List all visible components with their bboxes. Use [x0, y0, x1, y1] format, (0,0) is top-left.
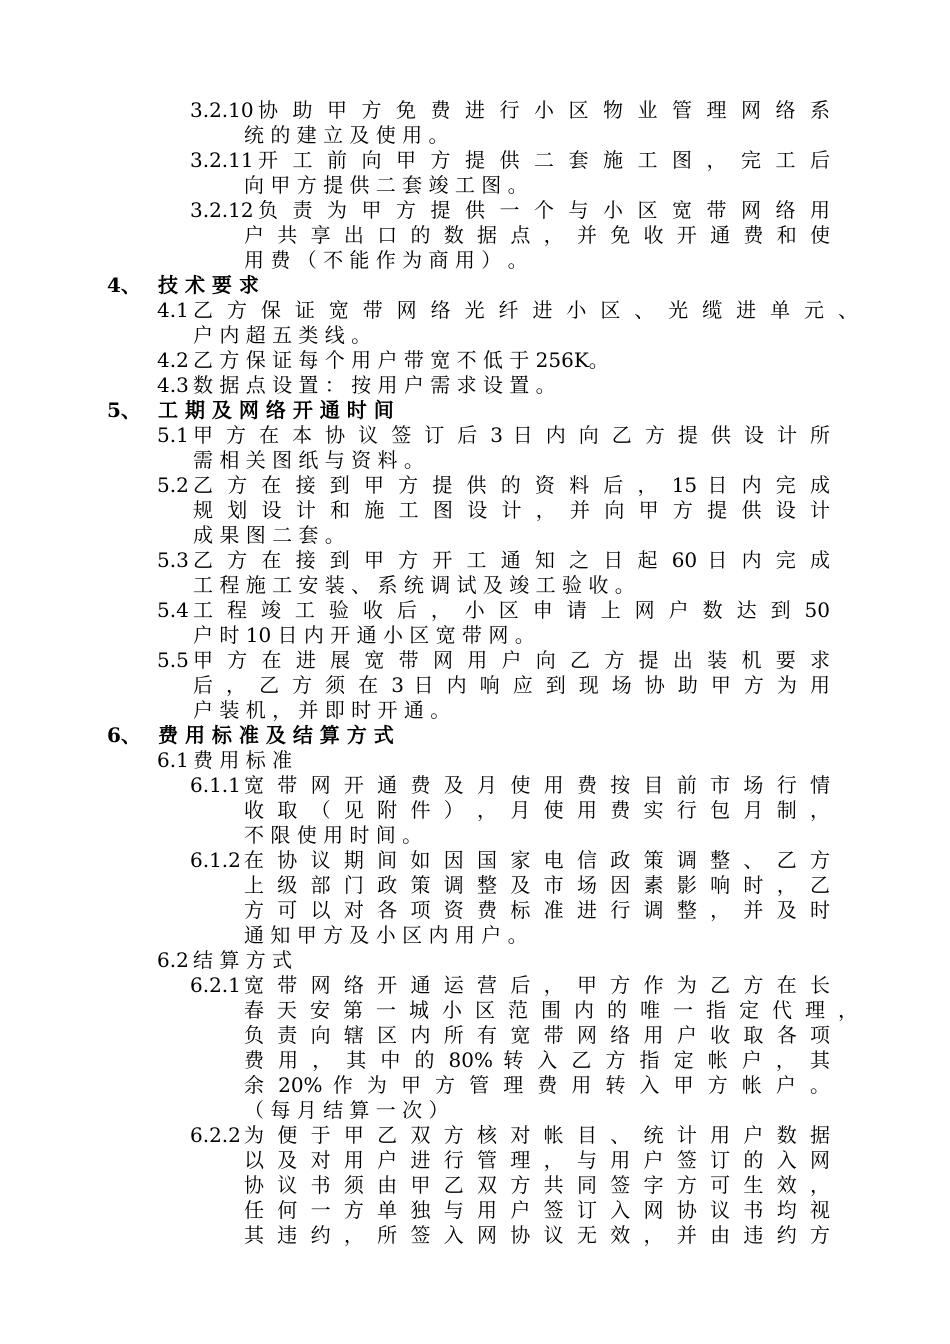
item-text: 户 内 超 五 类 线 。 [193, 323, 372, 347]
item-number: 4.3 [157, 373, 189, 397]
item-text: 通 知 甲 方 及 小 区 内 用 户 。 [244, 923, 528, 947]
item-text: （ 每 月 结 算 一 次 ） [244, 1098, 449, 1122]
item-text: 不 限 使 用 时 间 。 [244, 823, 423, 847]
item-number: 6.1 [157, 748, 189, 772]
item-text: 工 程 施 工 安 装 、 系 统 调 试 及 竣 工 验 收 。 [193, 573, 635, 597]
item-text: 其 违 约 ， 所 签 入 网 协 议 无 效 ， 并 由 违 约 方 [244, 1223, 830, 1247]
item-text: 费 用 ， 其 中 的 80% 转 入 乙 方 指 定 帐 户 ， 其 [244, 1048, 830, 1072]
item-number: 6.1.1 [190, 773, 241, 797]
item-number: 6.2.1 [190, 973, 241, 997]
item-number: 5.5 [157, 648, 189, 672]
item-text: 任 何 一 方 单 独 与 用 户 签 订 入 网 协 议 书 均 视 [244, 1198, 830, 1222]
section-number: 6、 [107, 723, 141, 747]
item-number: 5.1 [157, 423, 189, 447]
item-text: 用 费 （ 不 能 作 为 商 用 ） 。 [244, 248, 528, 272]
item-text: 协 助 甲 方 免 费 进 行 小 区 物 业 管 理 网 络 系 [258, 98, 830, 122]
item-text: 负 责 为 甲 方 提 供 一 个 与 小 区 宽 带 网 络 用 [258, 198, 830, 222]
item-text: 结 算 方 式 [193, 948, 293, 972]
item-number: 4.1 [157, 298, 189, 322]
item-text: 宽 带 网 开 通 费 及 月 使 用 费 按 目 前 市 场 行 情 [244, 773, 830, 797]
item-text: 户 装 机 ， 并 即 时 开 通 。 [193, 698, 451, 722]
item-number: 5.2 [157, 473, 189, 497]
item-text: 工 程 竣 工 验 收 后 ， 小 区 申 请 上 网 户 数 达 到 50 [193, 598, 830, 622]
item-text: 宽 带 网 络 开 通 运 营 后 ， 甲 方 作 为 乙 方 在 长 [244, 973, 830, 997]
section-number: 5、 [107, 398, 141, 422]
item-number: 4.2 [157, 348, 189, 372]
section-heading: 费 用 标 准 及 结 算 方 式 [158, 723, 394, 747]
item-text: 开 工 前 向 甲 方 提 供 二 套 施 工 图 ， 完 工 后 [258, 148, 830, 172]
item-number: 5.4 [157, 598, 189, 622]
item-number: 5.3 [157, 548, 189, 572]
item-text: 收 取 （ 见 附 件 ） ， 月 使 用 费 实 行 包 月 制 ， [244, 798, 830, 822]
item-text: 后 ， 乙 方 须 在 3 日 内 响 应 到 现 场 协 助 甲 方 为 用 [193, 673, 830, 697]
item-text: 乙 方 在 接 到 甲 方 提 供 的 资 料 后 ， 15 日 内 完 成 [193, 473, 830, 497]
item-text: 户 共 享 出 口 的 数 据 点 ， 并 免 收 开 通 费 和 使 [244, 223, 830, 247]
item-text: 需 相 关 图 纸 与 资 料 。 [193, 448, 424, 472]
item-text: 数 据 点 设 置 ： 按 用 户 需 求 设 置 。 [193, 373, 556, 397]
item-text: 在 协 议 期 间 如 因 国 家 电 信 政 策 调 整 、 乙 方 [244, 848, 830, 872]
item-text: 春 天 安 第 一 城 小 区 范 围 内 的 唯 一 指 定 代 理 ， [244, 998, 858, 1022]
section-number: 4、 [107, 273, 141, 297]
item-number: 3.2.11 [190, 148, 254, 172]
item-text: 为 便 于 甲 乙 双 方 核 对 帐 目 、 统 计 用 户 数 据 [244, 1123, 830, 1147]
section-heading: 技 术 要 求 [158, 273, 259, 297]
item-number: 6.1.2 [190, 848, 241, 872]
item-text: 负 责 向 辖 区 内 所 有 宽 带 网 络 用 户 收 取 各 项 [244, 1023, 830, 1047]
item-text: 统 的 建 立 及 使 用 。 [244, 123, 449, 147]
item-text: 以 及 对 用 户 进 行 管 理 ， 与 用 户 签 订 的 入 网 [244, 1148, 830, 1172]
item-number: 3.2.10 [190, 98, 254, 122]
item-text: 乙 方 保 证 宽 带 网 络 光 纤 进 小 区 、 光 缆 进 单 元 、 [193, 298, 858, 322]
item-text: 户 时 10 日 内 开 通 小 区 宽 带 网 。 [193, 623, 535, 647]
item-text: 规 划 设 计 和 施 工 图 设 计 ， 并 向 甲 方 提 供 设 计 [193, 498, 830, 522]
item-text: 上 级 部 门 政 策 调 整 及 市 场 因 素 影 响 时 ， 乙 [244, 873, 830, 897]
item-text: 乙 方 在 接 到 甲 方 开 工 通 知 之 日 起 60 日 内 完 成 [193, 548, 830, 572]
item-text: 余 20% 作 为 甲 方 管 理 费 用 转 入 甲 方 帐 户 。 [244, 1073, 830, 1097]
item-number: 6.2.2 [190, 1123, 241, 1147]
section-heading: 工 期 及 网 络 开 通 时 间 [158, 398, 394, 422]
item-text: 协 议 书 须 由 甲 乙 双 方 共 同 签 字 方 可 生 效 ， [244, 1173, 830, 1197]
item-text: 成 果 图 二 套 。 [193, 523, 345, 547]
item-text: 甲 方 在 本 协 议 签 订 后 3 日 内 向 乙 方 提 供 设 计 所 [193, 423, 830, 447]
item-text: 甲 方 在 进 展 宽 带 网 用 户 向 乙 方 提 出 装 机 要 求 [193, 648, 830, 672]
item-number: 6.2 [157, 948, 189, 972]
item-text: 乙 方 保 证 每 个 用 户 带 宽 不 低 于 256K。 [193, 348, 609, 372]
item-text: 方 可 以 对 各 项 资 费 标 准 进 行 调 整 ， 并 及 时 [244, 898, 830, 922]
item-number: 3.2.12 [190, 198, 254, 222]
item-text: 向 甲 方 提 供 二 套 竣 工 图 。 [244, 173, 528, 197]
item-text: 费 用 标 准 [193, 748, 293, 772]
